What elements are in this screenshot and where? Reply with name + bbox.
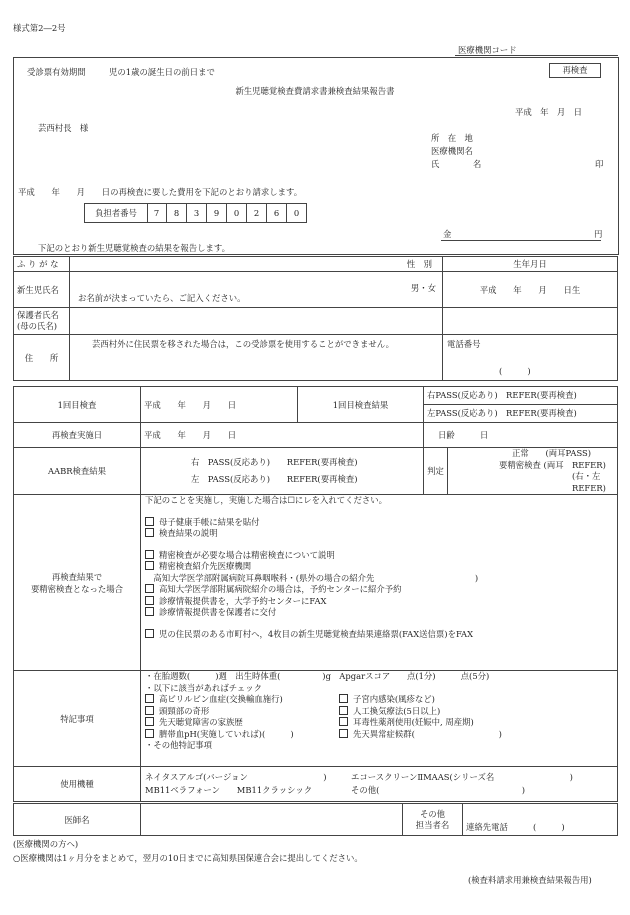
precise-spacer (145, 619, 613, 629)
right-result[interactable]: 右PASS(反応あり) REFER(要再検査) (424, 387, 617, 405)
details-table (13, 494, 618, 802)
device-line1-b[interactable]: エコースクリーンⅡMAAS(シリーズ名 ) (351, 772, 573, 782)
other-staff-label (403, 804, 463, 836)
doctor-label: 医師名 (14, 804, 141, 836)
precise-label-2: 要精密検査となった場合 (30, 583, 124, 594)
special-left-item (145, 706, 339, 718)
doctor-table (13, 803, 618, 836)
special-item-text: 頭頸部の奇形 (159, 705, 210, 716)
burden-digit: 0 (287, 203, 307, 223)
judgement-cell[interactable] (448, 448, 618, 495)
checkbox[interactable] (339, 729, 348, 738)
precise-cell (141, 495, 618, 671)
special-row (145, 717, 613, 729)
precise-item-text: 診療情報提供書を保護者に交付 (159, 607, 277, 617)
judgement-normal[interactable]: 正常 (両耳PASS) (512, 448, 592, 458)
special-item-text: 高ビリルビン血症(交換輸血施行) (159, 694, 283, 704)
precise-item-text: 診療情報提供書を，大学予約センターにFAX (159, 595, 327, 606)
first-exam-label: 1回目検査 (14, 387, 141, 423)
precise-item (145, 550, 613, 562)
furigana-label: ふ り が な (14, 257, 70, 272)
special-line1[interactable]: ・在胎週数( )週 出生時体重( )g Apgarスコア 点(1分) 点(5分) (145, 671, 490, 681)
special-item-text: 耳毒性薬剤使用(妊娠中, 周産期) (353, 717, 474, 727)
address-label: 所 在 地 (431, 133, 473, 143)
addressee: 芸西村長 様 (38, 123, 89, 133)
validity-text: 児の1歳の誕生日の前日まで (109, 67, 215, 77)
burden-digit: 0 (227, 203, 247, 223)
birth-date[interactable]: 平成 年 月 日生 (443, 272, 618, 308)
institution-code-label: 医療機関コード (458, 45, 517, 55)
address-row-label: 住 所 (14, 335, 70, 381)
guardian-label (14, 308, 70, 335)
precise-item-text: 高知大学医学部附属病院耳鼻咽喉科・(県外の場合の紹介先 ) (145, 572, 479, 583)
aabr-right[interactable]: 右 PASS(反応あり) REFER(要再検査) (191, 457, 358, 467)
precise-item-text: 精密検査紹介先医療機関 (159, 561, 252, 571)
checkbox[interactable] (145, 694, 154, 703)
reexam-date-label: 再検査実施日 (14, 423, 141, 448)
special-cell (141, 671, 618, 767)
special-left-item (145, 729, 339, 741)
date-line: 平成 年 月 日 (515, 107, 582, 117)
footer-note-1: (医療機関の方へ) (13, 839, 79, 849)
special-left-item (145, 717, 339, 729)
checkbox[interactable] (339, 706, 348, 715)
special-row (145, 694, 613, 706)
aabr-left[interactable]: 左 PASS(反応あり) REFER(要再検査) (191, 474, 358, 484)
reexam-box: 再検査 (549, 63, 601, 78)
reexam-date[interactable]: 平成 年 月 日 (141, 423, 424, 448)
special-label: 特記事項 (14, 671, 141, 767)
footer-note-3: (検査料請求用兼検査結果報告用) (468, 875, 592, 885)
precise-spacer (145, 540, 613, 550)
precise-item (145, 596, 613, 608)
burden-number-label: 負担者番号 (84, 203, 148, 223)
checkbox[interactable] (145, 550, 154, 559)
guardian-label-2: (母の氏名) (17, 321, 58, 331)
age-days[interactable]: 日齢 日 (424, 423, 618, 448)
precise-item-text: 検査結果の説明 (159, 528, 218, 538)
special-item-text: 先天異常症候群( ) (353, 728, 502, 739)
precise-label-1: 再検査結果で (51, 571, 103, 582)
amount-suffix: 円 (594, 229, 603, 239)
special-right-item (339, 706, 440, 718)
footer-note-2: ○医療機関は1ヶ月分をまとめて，翌月の10日までに高知県国保連合会に提出してください。 (13, 853, 363, 863)
checkbox[interactable] (145, 729, 154, 738)
exam-table (13, 386, 618, 495)
burden-digit: 3 (187, 203, 207, 223)
checkbox[interactable] (145, 528, 154, 537)
address-note: 芸西村外に住民票を移された場合は，この受診票を使用することができません。 (92, 339, 395, 349)
special-right-item (339, 717, 474, 729)
checkbox[interactable] (145, 607, 154, 616)
special-item-text: 人工換気療法(5日以上) (353, 705, 441, 716)
special-item-text: 子宮内感染(風疹など) (353, 694, 435, 704)
checkbox[interactable] (339, 717, 348, 726)
burden-digit: 6 (267, 203, 287, 223)
special-row (145, 729, 613, 741)
device-cell[interactable] (141, 767, 618, 802)
precise-label (14, 495, 141, 671)
judgement-detail-2[interactable]: (右・左 REFER) (572, 471, 609, 493)
checkbox[interactable] (145, 596, 154, 605)
phone-cell[interactable] (443, 335, 618, 381)
special-right-item (339, 694, 435, 706)
precise-item-text: 高知大学医学部附属病院紹介の場合は，予約センターに紹介予約 (159, 584, 402, 594)
device-line2-b[interactable]: その他( ) (351, 785, 526, 795)
first-exam-date[interactable]: 平成 年 月 日 (141, 387, 298, 423)
special-item-text: 先天聴覚障害の家族歴 (159, 717, 243, 727)
first-result-label: 1回目検査結果 (298, 387, 424, 423)
first-result-cell[interactable] (424, 387, 618, 423)
special-grid (145, 694, 613, 740)
burden-digit: 2 (247, 203, 267, 223)
seal-mark: 印 (595, 159, 604, 169)
precise-item-text: 精密検査が必要な場合は精密検査について説明 (159, 549, 335, 560)
precise-item (145, 517, 613, 529)
contact-phone[interactable]: 連絡先電話 ( ) (463, 804, 618, 836)
guardian-name-cell[interactable] (70, 308, 443, 335)
doctor-name-cell[interactable] (141, 804, 403, 836)
name-hint: お名前が決まっていたら、ご記入ください。 (78, 293, 246, 303)
other-label-1: その他 (419, 808, 446, 819)
precise-item (145, 629, 613, 641)
precise-item (145, 584, 613, 596)
birth-label: 生年月日 (443, 257, 618, 272)
phone-parens: ( ) (499, 366, 531, 376)
device-label: 使用機種 (14, 767, 141, 802)
phone-label: 電話番号 (447, 339, 481, 349)
sex-options[interactable]: 男・女 (410, 283, 436, 293)
checkbox[interactable] (145, 561, 154, 570)
left-result[interactable]: 左PASS(反応あり) REFER(要再検査) (427, 408, 577, 418)
checkbox[interactable] (145, 706, 154, 715)
special-left-item (145, 694, 339, 706)
institution-code-line (455, 55, 618, 56)
precise-item (145, 573, 613, 585)
info-table (13, 256, 618, 381)
precise-item (145, 528, 613, 540)
precise-list (145, 517, 613, 641)
burden-digit: 7 (147, 203, 167, 223)
baby-name-label: 新生児氏名 (14, 272, 70, 308)
judgement-detail-1[interactable]: 要精密検査 (両耳 REFER) (499, 459, 606, 470)
special-item-text: 臍帯血pH(実施していれば)( ) (159, 728, 294, 739)
special-row (145, 706, 613, 718)
baby-name-cell[interactable] (70, 272, 443, 308)
aabr-results[interactable] (141, 448, 424, 495)
claim-text: 平成 年 月 日の再検査に要した費用を下記のとおり請求します。 (18, 187, 303, 197)
precise-intro: 下記のことを実施し，実施した場合は☐にレを入れてください。 (145, 495, 388, 505)
special-right-item (339, 729, 502, 741)
precise-item-text: 児の住民票のある市町村へ，4枚目の新生児聴覚検査結果連絡票(FAX送信票)をFAX (159, 628, 474, 639)
institution-name-label: 医療機関名 (431, 146, 473, 156)
device-line2-a[interactable]: MB11ベラフォーン MB11クラッシック (145, 785, 313, 795)
checkbox[interactable] (145, 629, 154, 638)
checkbox[interactable] (145, 717, 154, 726)
burden-digit: 8 (167, 203, 187, 223)
special-line2: ・以下に該当があればチェック (145, 682, 262, 693)
guardian-extra-cell (443, 308, 618, 335)
burden-digit: 9 (207, 203, 227, 223)
checkbox[interactable] (339, 694, 348, 703)
precise-item-text: 母子健康手帳に結果を貼付 (159, 516, 260, 527)
checkbox[interactable] (145, 517, 154, 526)
amount-prefix: 金 (443, 229, 452, 239)
guardian-label-1: 保護者氏名 (17, 310, 59, 320)
device-line1-a[interactable]: ネイタスアルゴ(バージョン ) (145, 772, 327, 782)
form-number: 様式第2―2号 (13, 23, 66, 33)
precise-item (145, 607, 613, 619)
form-title: 新生児聴覚検査費請求書兼検査結果報告書 (235, 86, 395, 96)
aabr-label: AABR検査結果 (14, 448, 141, 495)
amount-line (441, 240, 601, 241)
special-other: ・その他特記事項 (145, 740, 212, 750)
address-cell[interactable] (70, 335, 443, 381)
sex-label: 性 別 (70, 257, 443, 272)
judgement-label: 判定 (424, 448, 448, 495)
person-name-label: 氏 名 (431, 159, 482, 169)
report-text: 下記のとおり新生児聴覚検査の結果を報告します。 (38, 243, 230, 253)
other-label-2: 担当者名 (415, 819, 450, 830)
precise-item (145, 561, 613, 573)
checkbox[interactable] (145, 584, 154, 593)
validity-label: 受診票有効期間 (27, 67, 86, 77)
